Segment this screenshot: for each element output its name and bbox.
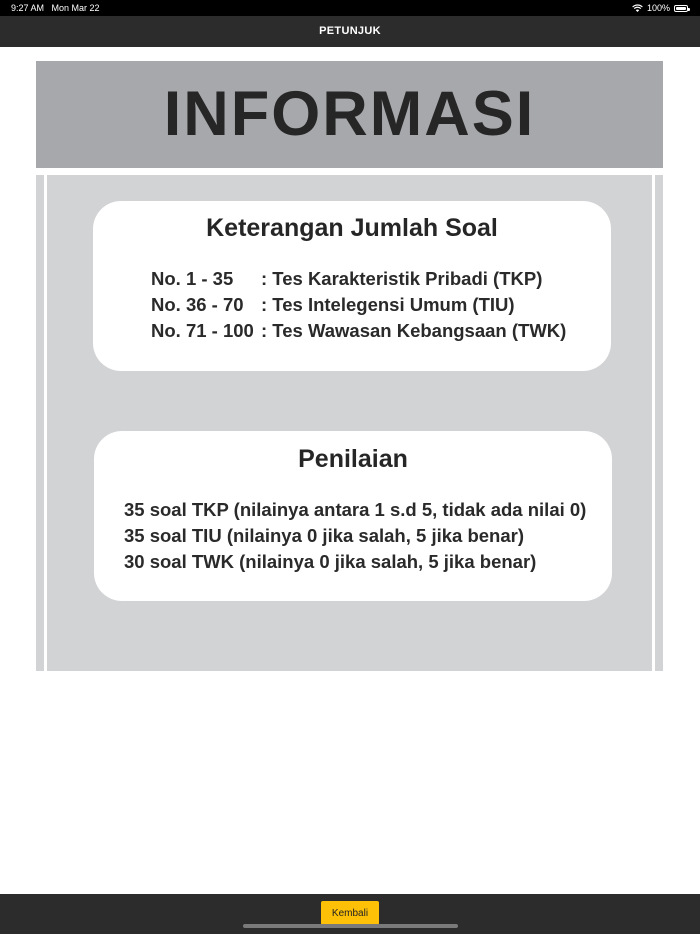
- question-range-row: [151, 268, 542, 290]
- home-indicator[interactable]: [243, 924, 458, 928]
- scoring-title: Penilaian: [298, 445, 408, 473]
- scoring-row: 30 soal TWK (nilainya 0 jika salah, 5 jika benar): [124, 551, 537, 572]
- wifi-icon: [632, 4, 643, 12]
- battery-icon: [674, 5, 688, 12]
- status-right: [632, 3, 688, 13]
- status-time-text: 9:27 AM: [11, 3, 45, 13]
- back-button[interactable]: Kembali: [321, 901, 379, 925]
- scoring-card: [94, 431, 612, 601]
- status-bar: [0, 0, 700, 16]
- scoring-row: 35 soal TKP (nilainya antara 1 s.d 5, tidak ada nilai 0): [124, 499, 587, 520]
- range-label: No. 1 - 35: [151, 268, 234, 289]
- question-count-card: [93, 201, 611, 371]
- nav-bar: [0, 16, 700, 47]
- panel-right-stripe: [652, 175, 655, 671]
- question-range-row: [151, 294, 515, 316]
- banner-title: INFORMASI: [163, 79, 536, 149]
- scoring-row: 35 soal TIU (nilainya 0 jika salah, 5 jika benar): [124, 525, 524, 546]
- range-label: No. 36 - 70: [151, 294, 244, 315]
- panel-left-stripe: [44, 175, 47, 671]
- bottom-bar: [0, 894, 700, 934]
- question-count-title: Keterangan Jumlah Soal: [206, 214, 498, 242]
- info-banner: [36, 61, 663, 168]
- range-desc: : Tes Karakteristik Pribadi (TKP): [261, 268, 543, 289]
- page-title: PETUNJUK: [319, 25, 381, 37]
- status-date: Mon Mar 22: [51, 3, 100, 13]
- battery-percent: 100%: [646, 3, 670, 13]
- range-label: No. 71 - 100: [151, 320, 254, 341]
- question-range-row: [151, 320, 566, 342]
- info-panel: [36, 175, 663, 671]
- range-desc: : Tes Wawasan Kebangsaan (TWK): [261, 320, 567, 341]
- status-time: [11, 3, 100, 13]
- range-desc: : Tes Intelegensi Umum (TIU): [261, 294, 515, 315]
